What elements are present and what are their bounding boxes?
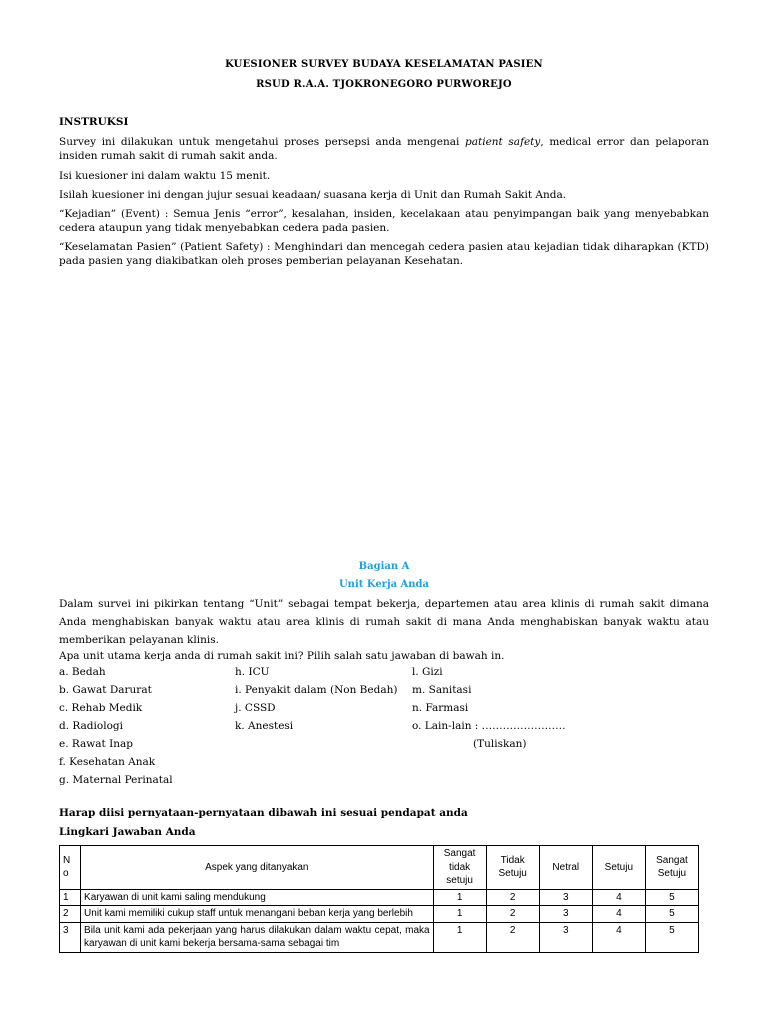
header-no: N o (60, 846, 81, 890)
score-option[interactable]: 5 (645, 889, 698, 906)
options-row (59, 755, 709, 773)
options-row (59, 737, 709, 755)
survey-table (59, 845, 699, 953)
options-row (59, 719, 709, 737)
header-aspect: Aspek yang ditanyakan (81, 846, 434, 890)
score-option[interactable]: 2 (486, 922, 539, 952)
options-row (59, 665, 709, 683)
unit-options (59, 665, 709, 791)
row-number: 2 (60, 906, 81, 923)
instructions-heading: INSTRUKSI (59, 116, 129, 128)
score-option[interactable]: 3 (539, 906, 592, 923)
option-rehab-medik[interactable]: c. Rehab Medik (59, 702, 143, 714)
circle-instruction: Lingkari Jawaban Anda (59, 826, 196, 838)
row-number: 1 (60, 889, 81, 906)
table-header-row (60, 846, 699, 890)
option-cssd[interactable]: j. CSSD (235, 702, 276, 714)
header-sangat-tidak-setuju: Sangat tidak setuju (433, 846, 486, 890)
score-option[interactable]: 3 (539, 922, 592, 952)
option-sanitasi[interactable]: m. Sanitasi (412, 684, 472, 696)
score-option[interactable]: 1 (433, 922, 486, 952)
instruction-paragraph-5: “Keselamatan Pasien” (Patient Safety) : Menghindari dan mencegah cedera pasien atau kejadian tidak diharapkan (KTD) pada pasien yang diakibatkan oleh proses pemberian pelayanan Kesehatan. (59, 241, 709, 268)
instruction-p1-emphasis: patient safety (465, 136, 541, 149)
instruction-p1-text: Survey ini dilakukan untuk mengetahui proses persepsi anda mengenai (59, 136, 466, 149)
instruction-paragraph-4: “Kejadian” (Event) : Semua Jenis “error”, kesalahan, insiden, kecelakaan atau penyimpangan baik yang menyebabkan cedera ataupun yang tidak menyebabkan cedera pada pasien. (59, 207, 709, 235)
option-bedah[interactable]: a. Bedah (59, 666, 106, 678)
score-option[interactable]: 1 (433, 906, 486, 923)
score-option[interactable]: 2 (486, 889, 539, 906)
score-option[interactable]: 4 (592, 922, 645, 952)
instruction-paragraph-3: Isilah kuesioner ini dengan jujur sesuai keadaan/ suasana kerja di Unit dan Rumah Sakit Anda. (59, 188, 567, 201)
score-option[interactable]: 5 (645, 906, 698, 923)
option-gizi[interactable]: l. Gizi (412, 666, 443, 678)
option-penyakit-dalam[interactable]: i. Penyakit dalam (Non Bedah) (235, 684, 398, 696)
score-option[interactable]: 5 (645, 922, 698, 952)
instruction-p1-text-end: , medical error dan pelaporan insiden rumah sakit di rumah sakit anda. (59, 136, 709, 163)
section-a-label: Bagian A (358, 561, 410, 572)
score-option[interactable]: 4 (592, 906, 645, 923)
row-aspect: Bila unit kami ada pekerjaan yang harus dilakukan dalam waktu cepat, maka karyawan di unit kami bekerja bersama-sama sebagai tim (81, 922, 434, 952)
option-farmasi[interactable]: n. Farmasi (412, 702, 469, 714)
section-a-question: Apa unit utama kerja anda di rumah sakit ini? Pilih salah satu jawaban di bawah in. (59, 650, 505, 662)
document-title: KUESIONER SURVEY BUDAYA KESELAMATAN PASIEN (225, 59, 543, 70)
document-subtitle: RSUD R.A.A. TJOKRONEGORO PURWOREJO (256, 79, 512, 90)
header-tidak-setuju: Tidak Setuju (486, 846, 539, 890)
option-maternal-perinatal[interactable]: g. Maternal Perinatal (59, 774, 173, 786)
score-option[interactable]: 4 (592, 889, 645, 906)
options-row (59, 683, 709, 701)
option-radiologi[interactable]: d. Radiologi (59, 720, 123, 732)
option-rawat-inap[interactable]: e. Rawat Inap (59, 738, 133, 750)
row-aspect: Karyawan di unit kami saling mendukung (81, 889, 434, 906)
row-aspect: Unit kami memiliki cukup staff untuk menangani beban kerja yang berlebih (81, 906, 434, 923)
option-anestesi[interactable]: k. Anestesi (235, 720, 294, 732)
instruction-paragraph-1 (59, 135, 709, 163)
survey-instruction: Harap diisi pernyataan-pernyataan dibawah ini sesuai pendapat anda (59, 807, 468, 819)
table-row (60, 906, 699, 923)
header-sangat-setuju: Sangat Setuju (645, 846, 698, 890)
instructions-section (59, 115, 709, 274)
row-number: 3 (60, 922, 81, 952)
table-row (60, 922, 699, 952)
option-icu[interactable]: h. ICU (235, 666, 270, 678)
section-a-title: Unit Kerja Anda (338, 579, 430, 590)
score-option[interactable]: 2 (486, 906, 539, 923)
table-row (60, 889, 699, 906)
option-gawat-darurat[interactable]: b. Gawat Darurat (59, 684, 152, 696)
section-a-description: Dalam survei ini pikirkan tentang “Unit” sebagai tempat bekerja, departemen atau area klinis di rumah sakit dimana Anda menghabiskan banyak waktu atau area klinis di rumah sakit di mana Anda menghabiskan banyak waktu atau memberikan pelayanan klinis. (59, 598, 709, 646)
option-kesehatan-anak[interactable]: f. Kesehatan Anak (59, 756, 156, 768)
header-netral: Netral (539, 846, 592, 890)
options-row (59, 701, 709, 719)
score-option[interactable]: 3 (539, 889, 592, 906)
options-row (59, 773, 709, 791)
option-lain-lain[interactable]: o. Lain-lain : …………………… (412, 720, 566, 732)
instruction-paragraph-2: Isi kuesioner ini dalam waktu 15 menit. (59, 169, 271, 182)
other-note: (Tuliskan) (473, 738, 527, 750)
score-option[interactable]: 1 (433, 889, 486, 906)
header-setuju: Setuju (592, 846, 645, 890)
